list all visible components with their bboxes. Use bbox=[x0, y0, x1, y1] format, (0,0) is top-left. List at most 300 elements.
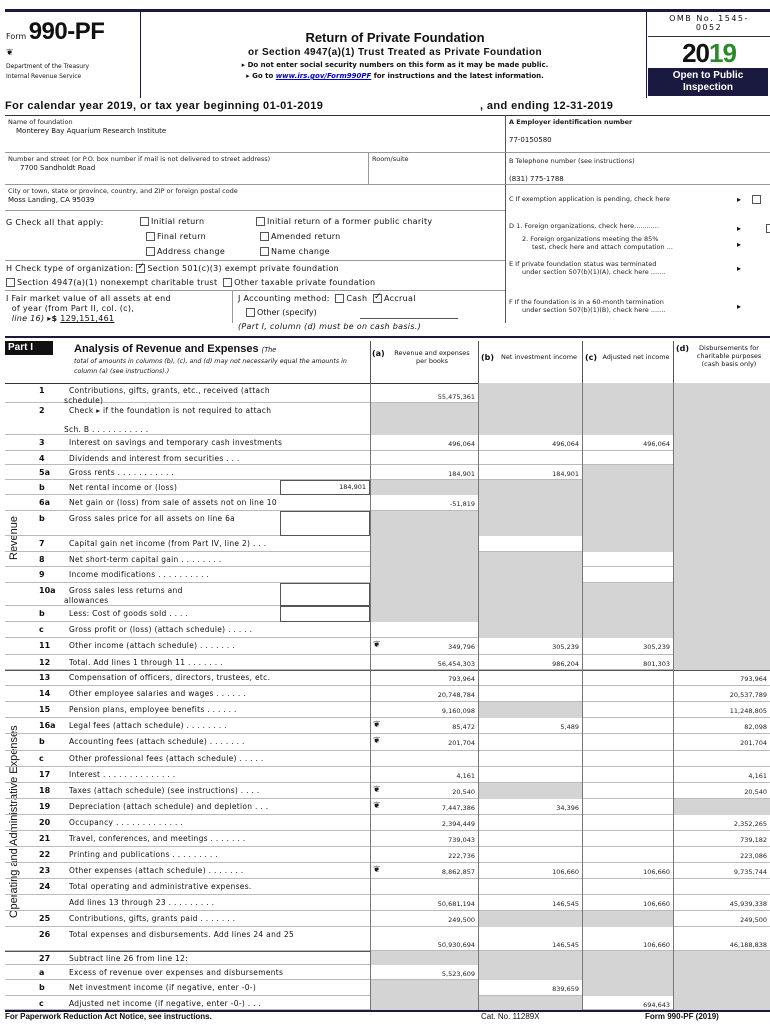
cell-col-b: 5,489 bbox=[478, 718, 582, 734]
table-row bbox=[5, 583, 770, 606]
cell-col-a: 85,472 bbox=[370, 718, 478, 734]
table-row bbox=[5, 383, 770, 403]
line-description: Less: Cost of goods sold . . . . bbox=[69, 609, 189, 618]
line-number: b bbox=[39, 483, 45, 492]
cell-col-a: 2,394,449 bbox=[370, 815, 478, 831]
line-number: 14 bbox=[39, 689, 51, 698]
name-label: Name of foundation bbox=[8, 118, 73, 126]
part-i-tag: Part I bbox=[5, 341, 53, 355]
col-d-tag: (d) bbox=[676, 344, 690, 353]
arrow-icon: ▸ bbox=[737, 195, 742, 204]
part-i-title: Analysis of Revenue and Expenses (The bbox=[74, 343, 277, 355]
line-number: 4 bbox=[39, 454, 45, 463]
cell-col-a: 5,523,609 bbox=[370, 965, 478, 980]
cell-col-a: 739,043 bbox=[370, 831, 478, 847]
line-description: Taxes (attach schedule) (see instructions) . . . . bbox=[69, 786, 260, 795]
col-a-tag: (a) bbox=[372, 349, 385, 358]
gross-sales-box bbox=[280, 511, 370, 536]
cell-col-b bbox=[478, 996, 582, 1010]
line-number: 16a bbox=[39, 721, 56, 730]
cell-col-c: 694,643 bbox=[582, 996, 673, 1010]
line-description: Other employee salaries and wages . . . . . . bbox=[69, 689, 246, 698]
cell-col-d bbox=[673, 536, 770, 552]
cell-col-d: 223,086 bbox=[673, 847, 770, 863]
line-number: 1 bbox=[39, 386, 45, 395]
h-other-checkbox[interactable] bbox=[223, 278, 232, 287]
cell-col-c: 106,660 bbox=[582, 927, 673, 951]
cell-col-c bbox=[582, 606, 673, 622]
attachment-icon[interactable]: ❦ bbox=[373, 865, 381, 875]
cell-col-a: 201,704 bbox=[370, 734, 478, 751]
cell-col-d bbox=[673, 996, 770, 1010]
line-description: Contributions, gifts, grants paid . . . . . . . bbox=[69, 914, 236, 923]
attachment-icon[interactable]: ❦ bbox=[373, 736, 381, 746]
table-row bbox=[5, 638, 770, 655]
attachment-icon[interactable]: ❦ bbox=[373, 640, 381, 650]
line-number: 8 bbox=[39, 555, 45, 564]
cell-col-d bbox=[673, 435, 770, 451]
cell-col-a: 249,500 bbox=[370, 911, 478, 927]
cell-col-b bbox=[478, 622, 582, 638]
cell-col-b bbox=[478, 536, 582, 552]
subtitle: or Section 4947(a)(1) Trust Treated as Private Foundation bbox=[248, 47, 542, 58]
cell-col-d: 46,188,838 bbox=[673, 927, 770, 951]
line-description: Accounting fees (attach schedule) . . . . . . . bbox=[69, 737, 245, 746]
irs-link-note: ▸ Go to www.irs.gov/Form990PF for instructions and the latest information. bbox=[246, 72, 544, 80]
street-label: Number and street (or P.O. box number if mail is not delivered to street address) bbox=[8, 155, 271, 163]
col-a-header: Revenue and expenses per books bbox=[394, 349, 470, 365]
line-number: 21 bbox=[39, 834, 51, 843]
g-label: G Check all that apply: bbox=[6, 218, 104, 227]
cell-col-c bbox=[582, 567, 673, 583]
table-row bbox=[5, 980, 770, 996]
cell-col-c bbox=[582, 536, 673, 552]
c-checkbox[interactable] bbox=[752, 195, 761, 204]
cell-col-d: 11,248,805 bbox=[673, 702, 770, 718]
table-row bbox=[5, 863, 770, 879]
cell-col-c bbox=[582, 831, 673, 847]
cash-checkbox[interactable] bbox=[335, 294, 344, 303]
cell-col-b bbox=[478, 815, 582, 831]
cell-col-b: 184,901 bbox=[478, 465, 582, 480]
cell-col-c bbox=[582, 495, 673, 511]
cell-col-a bbox=[370, 751, 478, 767]
cell-col-b bbox=[478, 951, 582, 965]
col-c-tag: (c) bbox=[585, 353, 598, 362]
line-number: 24 bbox=[39, 882, 51, 891]
table-row bbox=[5, 996, 770, 1010]
g-final-return[interactable]: Final return bbox=[146, 232, 206, 241]
g-initial-return[interactable]: Initial return bbox=[140, 217, 204, 226]
line-description: Other income (attach schedule) . . . . . . . bbox=[69, 641, 235, 650]
line-description: Net gain or (loss) from sale of assets not on line 10 bbox=[69, 498, 277, 507]
cell-col-d: 793,964 bbox=[673, 670, 770, 686]
table-row bbox=[5, 702, 770, 718]
cell-col-d: 20,540 bbox=[673, 783, 770, 799]
table-row bbox=[5, 451, 770, 465]
table-row bbox=[5, 751, 770, 767]
d1-label: D 1. Foreign organizations, check here............ bbox=[509, 222, 659, 230]
form-number: Form 990-PF bbox=[6, 18, 105, 45]
cell-col-d bbox=[673, 655, 770, 670]
checkbox[interactable] bbox=[146, 232, 155, 241]
line-description: Gross sales price for all assets on line 6a bbox=[69, 514, 236, 523]
cell-col-d bbox=[673, 383, 770, 403]
line-number: b bbox=[39, 737, 45, 746]
row10a-cont: allowances bbox=[64, 596, 109, 605]
cell-col-d: 45,939,338 bbox=[673, 895, 770, 911]
j-note: (Part I, column (d) must be on cash basis.) bbox=[238, 322, 422, 331]
cell-col-d: 739,182 bbox=[673, 831, 770, 847]
city-value: Moss Landing, CA 95039 bbox=[8, 196, 95, 204]
cell-col-d bbox=[673, 451, 770, 465]
cell-col-d bbox=[673, 552, 770, 567]
table-row bbox=[5, 536, 770, 552]
cell-col-c bbox=[582, 451, 673, 465]
cell-col-a: 4,161 bbox=[370, 767, 478, 783]
department: Department of the Treasury Internal Revenue Service bbox=[6, 63, 90, 80]
cell-col-d bbox=[673, 980, 770, 996]
table-row bbox=[5, 911, 770, 927]
line-description: Net short-term capital gain . . . . . . . . bbox=[69, 555, 222, 564]
line-description: Total. Add lines 1 through 11 . . . . . . . bbox=[69, 658, 223, 667]
table-row bbox=[5, 606, 770, 622]
checkbox[interactable] bbox=[256, 217, 265, 226]
col-c-header: Adjusted net income bbox=[602, 353, 670, 361]
cell-col-a bbox=[370, 403, 478, 435]
g-initial-former[interactable]: Initial return of a former public charity bbox=[256, 217, 432, 226]
table-row bbox=[5, 783, 770, 799]
g-address-change[interactable]: Address change bbox=[146, 247, 225, 256]
table-row bbox=[5, 552, 770, 567]
arrow-icon: ▸ bbox=[737, 240, 742, 249]
table-row bbox=[5, 815, 770, 831]
cell-col-a: -51,819 bbox=[370, 495, 478, 511]
g-amended-return[interactable]: Amended return bbox=[260, 232, 341, 241]
line-description: Net investment income (if negative, enter -0-) bbox=[69, 983, 257, 992]
cell-col-b bbox=[478, 702, 582, 718]
cell-col-c bbox=[582, 718, 673, 734]
street-value: 7700 Sandholdt Road bbox=[20, 164, 96, 172]
line-number: c bbox=[39, 999, 44, 1008]
other-checkbox[interactable] bbox=[246, 308, 255, 317]
line-description: Other professional fees (attach schedule) . . . . . bbox=[69, 754, 264, 763]
cell-col-a: 50,681,194 bbox=[370, 895, 478, 911]
cell-col-c bbox=[582, 511, 673, 536]
phone-label: B Telephone number (see instructions) bbox=[509, 157, 635, 165]
table-row bbox=[5, 767, 770, 783]
table-row bbox=[5, 879, 770, 895]
col-d-header: Disbursements for charitable purposes (cash basis only) bbox=[696, 344, 762, 368]
cell-col-c bbox=[582, 951, 673, 965]
cell-col-c bbox=[582, 622, 673, 638]
cell-col-b bbox=[478, 965, 582, 980]
cell-col-b: 34,396 bbox=[478, 799, 582, 815]
row2-cont: Sch. B . . . . . . . . . . . bbox=[64, 425, 149, 434]
cell-col-d: 4,161 bbox=[673, 767, 770, 783]
checkbox[interactable] bbox=[146, 247, 155, 256]
cell-col-c bbox=[582, 783, 673, 799]
cell-col-d: 249,500 bbox=[673, 911, 770, 927]
checkbox[interactable] bbox=[140, 217, 149, 226]
cell-col-c bbox=[582, 734, 673, 751]
d1-checkbox[interactable] bbox=[766, 224, 770, 233]
line-description: Income modifications . . . . . . . . . . bbox=[69, 570, 210, 579]
h-row: H Check type of organization: ✓ Section 501(c)(3) exempt private foundation bbox=[6, 264, 339, 273]
cell-col-b bbox=[478, 606, 582, 622]
cat-number: Cat. No. 11289X bbox=[481, 1012, 540, 1021]
cell-col-d: 9,735,744 bbox=[673, 863, 770, 879]
tax-year: 2019 bbox=[682, 38, 736, 68]
cell-col-a: 55,475,361 bbox=[370, 383, 478, 403]
table-row bbox=[5, 686, 770, 702]
cell-col-a bbox=[370, 980, 478, 996]
table-row bbox=[5, 465, 770, 480]
line-number: 15 bbox=[39, 705, 51, 714]
cell-col-d bbox=[673, 965, 770, 980]
checkbox[interactable] bbox=[260, 247, 269, 256]
table-row bbox=[5, 718, 770, 734]
cell-col-a bbox=[370, 622, 478, 638]
line-number: c bbox=[39, 754, 44, 763]
table-row bbox=[5, 895, 770, 911]
line-number: 12 bbox=[39, 658, 51, 667]
cell-col-d bbox=[673, 583, 770, 606]
cell-col-b bbox=[478, 403, 582, 435]
cost-goods-box bbox=[280, 606, 370, 622]
cell-col-d: 20,537,789 bbox=[673, 686, 770, 702]
table-row bbox=[5, 622, 770, 638]
cell-col-d bbox=[673, 622, 770, 638]
cell-col-a: 793,964 bbox=[370, 670, 478, 686]
line-number: 17 bbox=[39, 770, 51, 779]
i-fmv: I Fair market value of all assets at end of year (from Part II, col. (c), line 16) ▸$ 129,151,461 bbox=[6, 294, 171, 323]
line-number: b bbox=[39, 983, 45, 992]
cell-col-c: 106,660 bbox=[582, 895, 673, 911]
line-description: Net rental income or (loss) bbox=[69, 483, 178, 492]
rental-income-box: 184,901 bbox=[280, 480, 370, 495]
table-row bbox=[5, 655, 770, 670]
line-number: 23 bbox=[39, 866, 51, 875]
d2-label-b: test, check here and attach computation ... bbox=[532, 243, 673, 251]
cell-col-d bbox=[673, 606, 770, 622]
cell-col-c bbox=[582, 702, 673, 718]
line-number: 18 bbox=[39, 786, 51, 795]
line-number: 5a bbox=[39, 468, 50, 477]
open-to-public-badge: Open to Public Inspection bbox=[648, 68, 768, 96]
cell-col-c bbox=[582, 670, 673, 686]
cell-col-a: 349,796 bbox=[370, 638, 478, 655]
line-description: Gross profit or (loss) (attach schedule) . . . . . bbox=[69, 625, 253, 634]
cell-col-c bbox=[582, 815, 673, 831]
cell-col-d bbox=[673, 511, 770, 536]
cell-col-b bbox=[478, 783, 582, 799]
divider bbox=[646, 12, 647, 98]
cell-col-b: 839,659 bbox=[478, 980, 582, 996]
irs-eagle-icon: ❦ bbox=[6, 48, 14, 58]
line-number: 27 bbox=[39, 954, 51, 963]
line-description: Total expenses and disbursements. Add lines 24 and 25 bbox=[69, 930, 295, 939]
cell-col-a bbox=[370, 996, 478, 1010]
j-method: J Accounting method: Cash ✓ Accrual bbox=[238, 294, 416, 303]
table-row bbox=[5, 670, 770, 686]
j-other: Other (specify) bbox=[246, 308, 317, 317]
line-description: Pension plans, employee benefits . . . . . . bbox=[69, 705, 237, 714]
cell-col-a bbox=[370, 511, 478, 536]
cell-col-d bbox=[673, 465, 770, 480]
cell-col-a: 8,862,857 bbox=[370, 863, 478, 879]
table-row bbox=[5, 965, 770, 980]
line-description: Add lines 13 through 23 . . . . . . . . . bbox=[69, 898, 215, 907]
cell-col-a: 496,064 bbox=[370, 435, 478, 451]
cell-col-a: 184,901 bbox=[370, 465, 478, 480]
cell-col-c bbox=[582, 847, 673, 863]
line-number: 9 bbox=[39, 570, 45, 579]
table-row bbox=[5, 495, 770, 511]
attachment-icon[interactable]: ❦ bbox=[373, 785, 381, 795]
cell-col-a bbox=[370, 951, 478, 965]
cell-col-b bbox=[478, 583, 582, 606]
line-number: 3 bbox=[39, 438, 45, 447]
cell-col-a: 9,160,098 bbox=[370, 702, 478, 718]
phone-value: (831) 775-1788 bbox=[509, 175, 564, 183]
cell-col-a bbox=[370, 552, 478, 567]
line-number: 22 bbox=[39, 850, 51, 859]
cell-col-a bbox=[370, 583, 478, 606]
h-4947-checkbox[interactable] bbox=[6, 278, 15, 287]
line-description: Legal fees (attach schedule) . . . . . . . . bbox=[69, 721, 227, 730]
col-b-header: Net investment income bbox=[500, 353, 578, 361]
g-name-change[interactable]: Name change bbox=[260, 247, 330, 256]
f-label-b: under section 507(b)(1)(B), check here ....... bbox=[522, 306, 666, 314]
cell-col-b: 146,545 bbox=[478, 927, 582, 951]
title: Return of Private Foundation bbox=[305, 30, 485, 45]
divider bbox=[140, 12, 141, 98]
h-501c3-checkbox[interactable] bbox=[136, 264, 145, 273]
cell-col-c bbox=[582, 465, 673, 480]
cell-col-a bbox=[370, 480, 478, 495]
line-number: a bbox=[39, 968, 45, 977]
cell-col-b bbox=[478, 686, 582, 702]
line-number: 10a bbox=[39, 586, 56, 595]
cell-col-d bbox=[673, 751, 770, 767]
c-label: C If exemption application is pending, check here bbox=[509, 195, 670, 203]
cell-col-a bbox=[370, 536, 478, 552]
cell-col-c bbox=[582, 686, 673, 702]
header-rule bbox=[5, 9, 770, 12]
line-description: Gross sales less returns and bbox=[69, 586, 183, 595]
fmv-value: 129,151,461 bbox=[60, 314, 115, 323]
cell-col-c bbox=[582, 799, 673, 815]
form-title bbox=[145, 30, 645, 80]
foundation-name: Monterey Bay Aquarium Research Institute bbox=[16, 127, 167, 135]
attachment-icon[interactable]: ❦ bbox=[373, 801, 381, 811]
cell-col-d: 201,704 bbox=[673, 734, 770, 751]
cell-col-d bbox=[673, 951, 770, 965]
cell-col-d: 82,098 bbox=[673, 718, 770, 734]
line-description: Depreciation (attach schedule) and depletion . . . bbox=[69, 802, 269, 811]
cell-col-a bbox=[370, 606, 478, 622]
table-row bbox=[5, 831, 770, 847]
attachment-icon[interactable]: ❦ bbox=[373, 720, 381, 730]
line-description: Interest . . . . . . . . . . . . . . bbox=[69, 770, 176, 779]
cell-col-c bbox=[582, 552, 673, 567]
cell-col-d bbox=[673, 567, 770, 583]
h-row2: Section 4947(a)(1) nonexempt charitable trust Other taxable private foundation bbox=[6, 278, 375, 287]
line-description: Subtract line 26 from line 12: bbox=[69, 954, 189, 963]
footer bbox=[5, 1012, 770, 1021]
room-label: Room/suite bbox=[372, 155, 409, 163]
cell-col-a: 56,454,303 bbox=[370, 655, 478, 670]
cell-col-a bbox=[370, 451, 478, 465]
cell-col-c bbox=[582, 767, 673, 783]
cell-col-d bbox=[673, 495, 770, 511]
gross-sales-returns-box bbox=[280, 583, 370, 606]
cell-col-c bbox=[582, 980, 673, 996]
cell-col-c bbox=[582, 480, 673, 495]
cell-col-c bbox=[582, 403, 673, 435]
cell-col-b bbox=[478, 911, 582, 927]
line-number: 6a bbox=[39, 498, 50, 507]
calendar-year: For calendar year 2019, or tax year beginning 01-01-2019 , and ending 12-31-2019 bbox=[5, 100, 614, 112]
irs-link[interactable]: www.irs.gov/Form990PF bbox=[275, 72, 372, 80]
table-row bbox=[5, 734, 770, 751]
cell-col-b bbox=[478, 831, 582, 847]
line-number: 2 bbox=[39, 406, 45, 415]
e-label-b: under section 507(b)(1)(A), check here ....... bbox=[522, 268, 666, 276]
line-number: 19 bbox=[39, 802, 51, 811]
city-label: City or town, state or province, country, and ZIP or foreign postal code bbox=[8, 187, 238, 195]
line-description: Interest on savings and temporary cash investments bbox=[69, 438, 283, 447]
expenses-side-label: Operating and Administrative Expenses bbox=[8, 725, 20, 918]
line-description: Excess of revenue over expenses and disbursements bbox=[69, 968, 284, 977]
line-number: c bbox=[39, 625, 44, 634]
cell-col-d bbox=[673, 638, 770, 655]
line-number: 20 bbox=[39, 818, 51, 827]
cell-col-d bbox=[673, 879, 770, 895]
accrual-checkbox[interactable] bbox=[373, 294, 382, 303]
cell-col-c: 106,660 bbox=[582, 863, 673, 879]
col-b-tag: (b) bbox=[481, 353, 495, 362]
cell-col-c bbox=[582, 383, 673, 403]
cell-col-d bbox=[673, 480, 770, 495]
checkbox[interactable] bbox=[260, 232, 269, 241]
table-row bbox=[5, 511, 770, 536]
row1-cont: schedule) bbox=[64, 396, 104, 405]
line-description: Other expenses (attach schedule) . . . . . . . bbox=[69, 866, 244, 875]
cell-col-a: 222,736 bbox=[370, 847, 478, 863]
cell-col-b bbox=[478, 511, 582, 536]
revenue-side-label: Revenue bbox=[8, 515, 20, 560]
ein-value: 77-0150580 bbox=[509, 136, 552, 144]
cell-col-c bbox=[582, 911, 673, 927]
line-description: Gross rents . . . . . . . . . . . bbox=[69, 468, 175, 477]
table-row bbox=[5, 847, 770, 863]
cell-col-c bbox=[582, 583, 673, 606]
cell-col-b bbox=[478, 767, 582, 783]
cell-col-a: 20,540 bbox=[370, 783, 478, 799]
table-row bbox=[5, 480, 770, 495]
cell-col-b bbox=[478, 847, 582, 863]
line-number: 25 bbox=[39, 914, 51, 923]
cell-col-a: 20,748,784 bbox=[370, 686, 478, 702]
cell-col-b: 986,204 bbox=[478, 655, 582, 670]
cell-col-d bbox=[673, 403, 770, 435]
cell-col-a bbox=[370, 879, 478, 895]
d2-label: 2. Foreign organizations meeting the 85% bbox=[522, 235, 659, 243]
cell-col-c: 801,303 bbox=[582, 655, 673, 670]
cell-col-d bbox=[673, 799, 770, 815]
